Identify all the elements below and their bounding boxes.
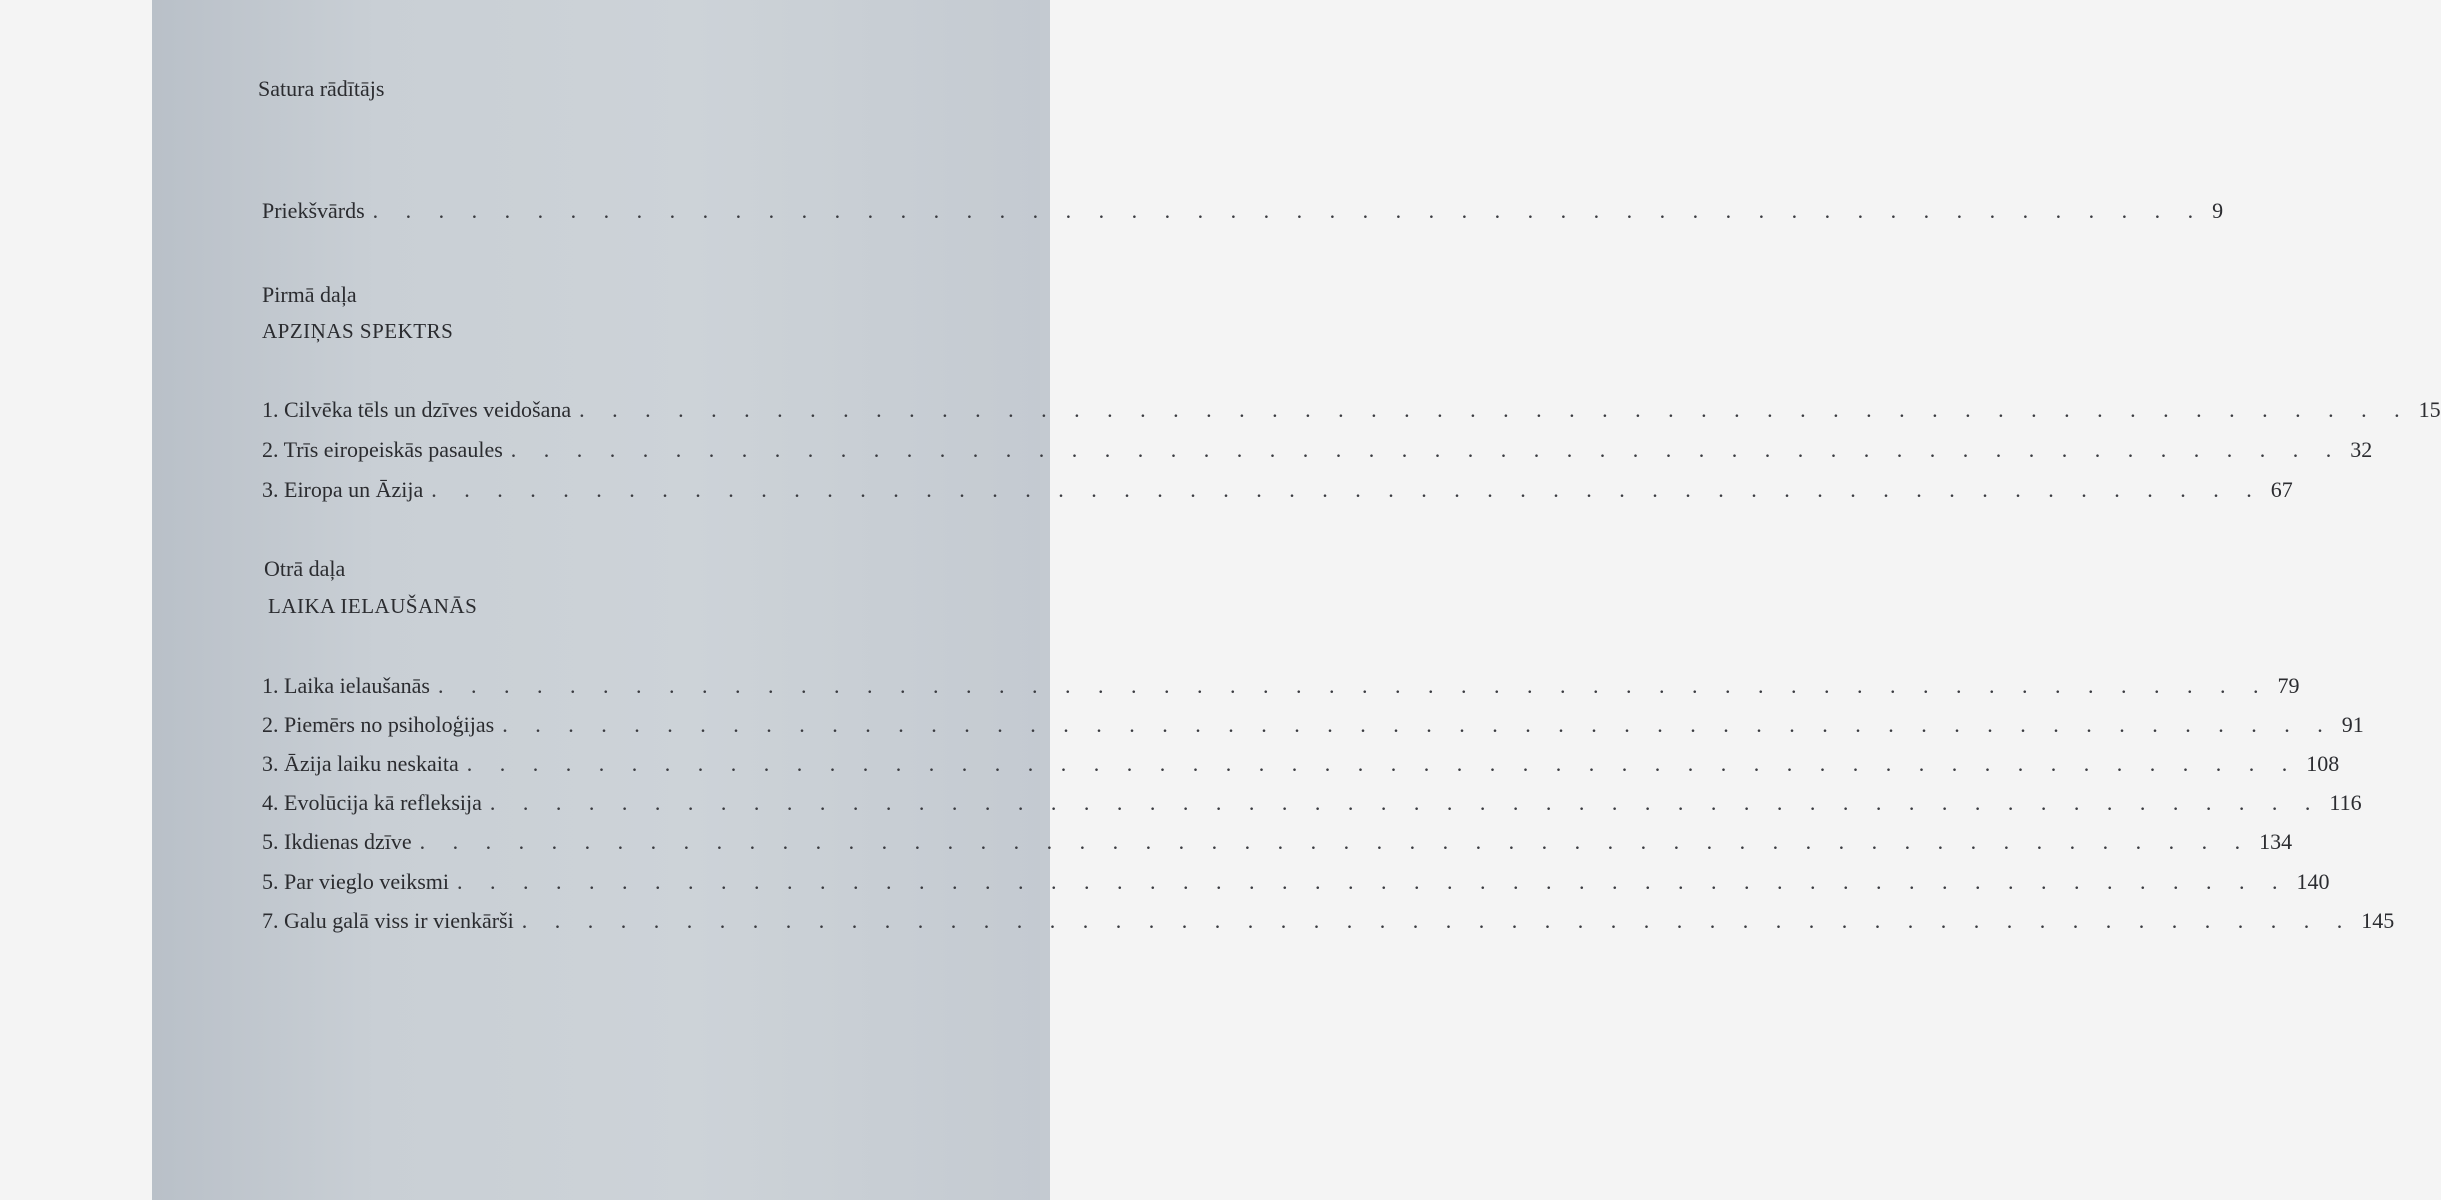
dot-leader: . . . . . . . . . . . . . . . . . . . . . . . . . . . . . . . . . . . . . . . . . . . . . . . . . . . . . . . . (489, 790, 2322, 815)
toc-entry (262, 751, 2340, 779)
toc-entry-page: 108 (2306, 751, 2340, 776)
part-label-1: Pirmā daļa (262, 282, 357, 307)
dot-leader: . . . . . . . . . . . . . . . . . . . . . . . . . . . . . . . . . . . . . . . . . . . . . . . . . . . . . . . . (419, 829, 2252, 854)
toc-entry (262, 829, 2293, 857)
toc-entry-label: 1. Cilvēka tēls un dzīves veidošana (262, 397, 572, 422)
toc-title: Satura rādītājs (258, 76, 385, 101)
part-heading-1: APZIŅAS SPEKTRS (262, 319, 454, 343)
toc-entry (262, 673, 2300, 701)
toc-entry-label: 2. Piemērs no psiholoģijas (262, 712, 495, 737)
toc-entry-page: 134 (2259, 829, 2293, 854)
toc-entry-label: 3. Āzija laiku neskaita (262, 751, 459, 776)
dot-leader: . . . . . . . . . . . . . . . . . . . . . . . . . . . . . . . . . . . . . . . . . . . . . . . . . . . . . . . . (579, 397, 2411, 422)
toc-entry-label: 5. Par vieglo veiksmi (262, 869, 449, 894)
dot-leader: . . . . . . . . . . . . . . . . . . . . . . . . . . . . . . . . . . . . . . . . . . . . . . . . . . . . . . . . (510, 437, 2343, 462)
dot-leader: . . . . . . . . . . . . . . . . . . . . . . . . . . . . . . . . . . . . . . . . . . . . . . . . . . . . . . . . (521, 908, 2354, 933)
toc-entry-page: 67 (2270, 477, 2293, 502)
toc-entry-label: 7. Galu galā viss ir vienkārši (262, 908, 514, 933)
toc-entry (262, 477, 2293, 505)
dot-leader: . . . . . . . . . . . . . . . . . . . . . . . . . . . . . . . . . . . . . . . . . . . . . . . . . . . . . . . . (431, 477, 2263, 502)
toc-entry (262, 397, 2441, 425)
toc-entry-page: 140 (2296, 869, 2330, 894)
toc-entry (262, 712, 2364, 740)
dot-leader: . . . . . . . . . . . . . . . . . . . . . . . . . . . . . . . . . . . . . . . . . . . . . . . . . . . . . . . . (502, 712, 2334, 737)
toc-entry (262, 869, 2330, 897)
toc-entry-page: 145 (2361, 908, 2395, 933)
toc-entry (262, 790, 2362, 818)
toc-entry (262, 437, 2373, 465)
dot-leader: . . . . . . . . . . . . . . . . . . . . . . . . . . . . . . . . . . . . . . . . . . . . . . . . . . . . . . . . (372, 198, 2205, 223)
toc-entry-label: 1. Laika ielaušanās (262, 673, 430, 698)
toc-entry-label: 2. Trīs eiropeiskās pasaules (262, 437, 503, 462)
toc-entry-label: 5. Ikdienas dzīve (262, 829, 412, 854)
part-heading-2: LAIKA IELAUŠANĀS (268, 594, 478, 618)
toc-entry-page: 79 (2277, 673, 2300, 698)
toc-entry-label: 4. Evolūcija kā refleksija (262, 790, 482, 815)
toc-entry-label: 3. Eiropa un Āzija (262, 477, 424, 502)
dot-leader: . . . . . . . . . . . . . . . . . . . . . . . . . . . . . . . . . . . . . . . . . . . . . . . . . . . . . . . . (466, 751, 2299, 776)
dot-leader: . . . . . . . . . . . . . . . . . . . . . . . . . . . . . . . . . . . . . . . . . . . . . . . . . . . . . . . . (456, 869, 2289, 894)
toc-entry-preface (262, 198, 2224, 226)
toc-entry-page: 91 (2341, 712, 2364, 737)
toc-entry-page: 116 (2329, 790, 2362, 815)
toc-entry (262, 908, 2395, 936)
dot-leader: . . . . . . . . . . . . . . . . . . . . . . . . . . . . . . . . . . . . . . . . . . . . . . . . . . . . . . . . (438, 673, 2270, 698)
toc-entry-page: 9 (2212, 198, 2224, 223)
toc-entry-page: 32 (2350, 437, 2373, 462)
part-label-2: Otrā daļa (264, 556, 346, 581)
toc-entry-page: 15 (2418, 397, 2441, 422)
toc-entry-label: Priekšvārds (262, 198, 365, 223)
